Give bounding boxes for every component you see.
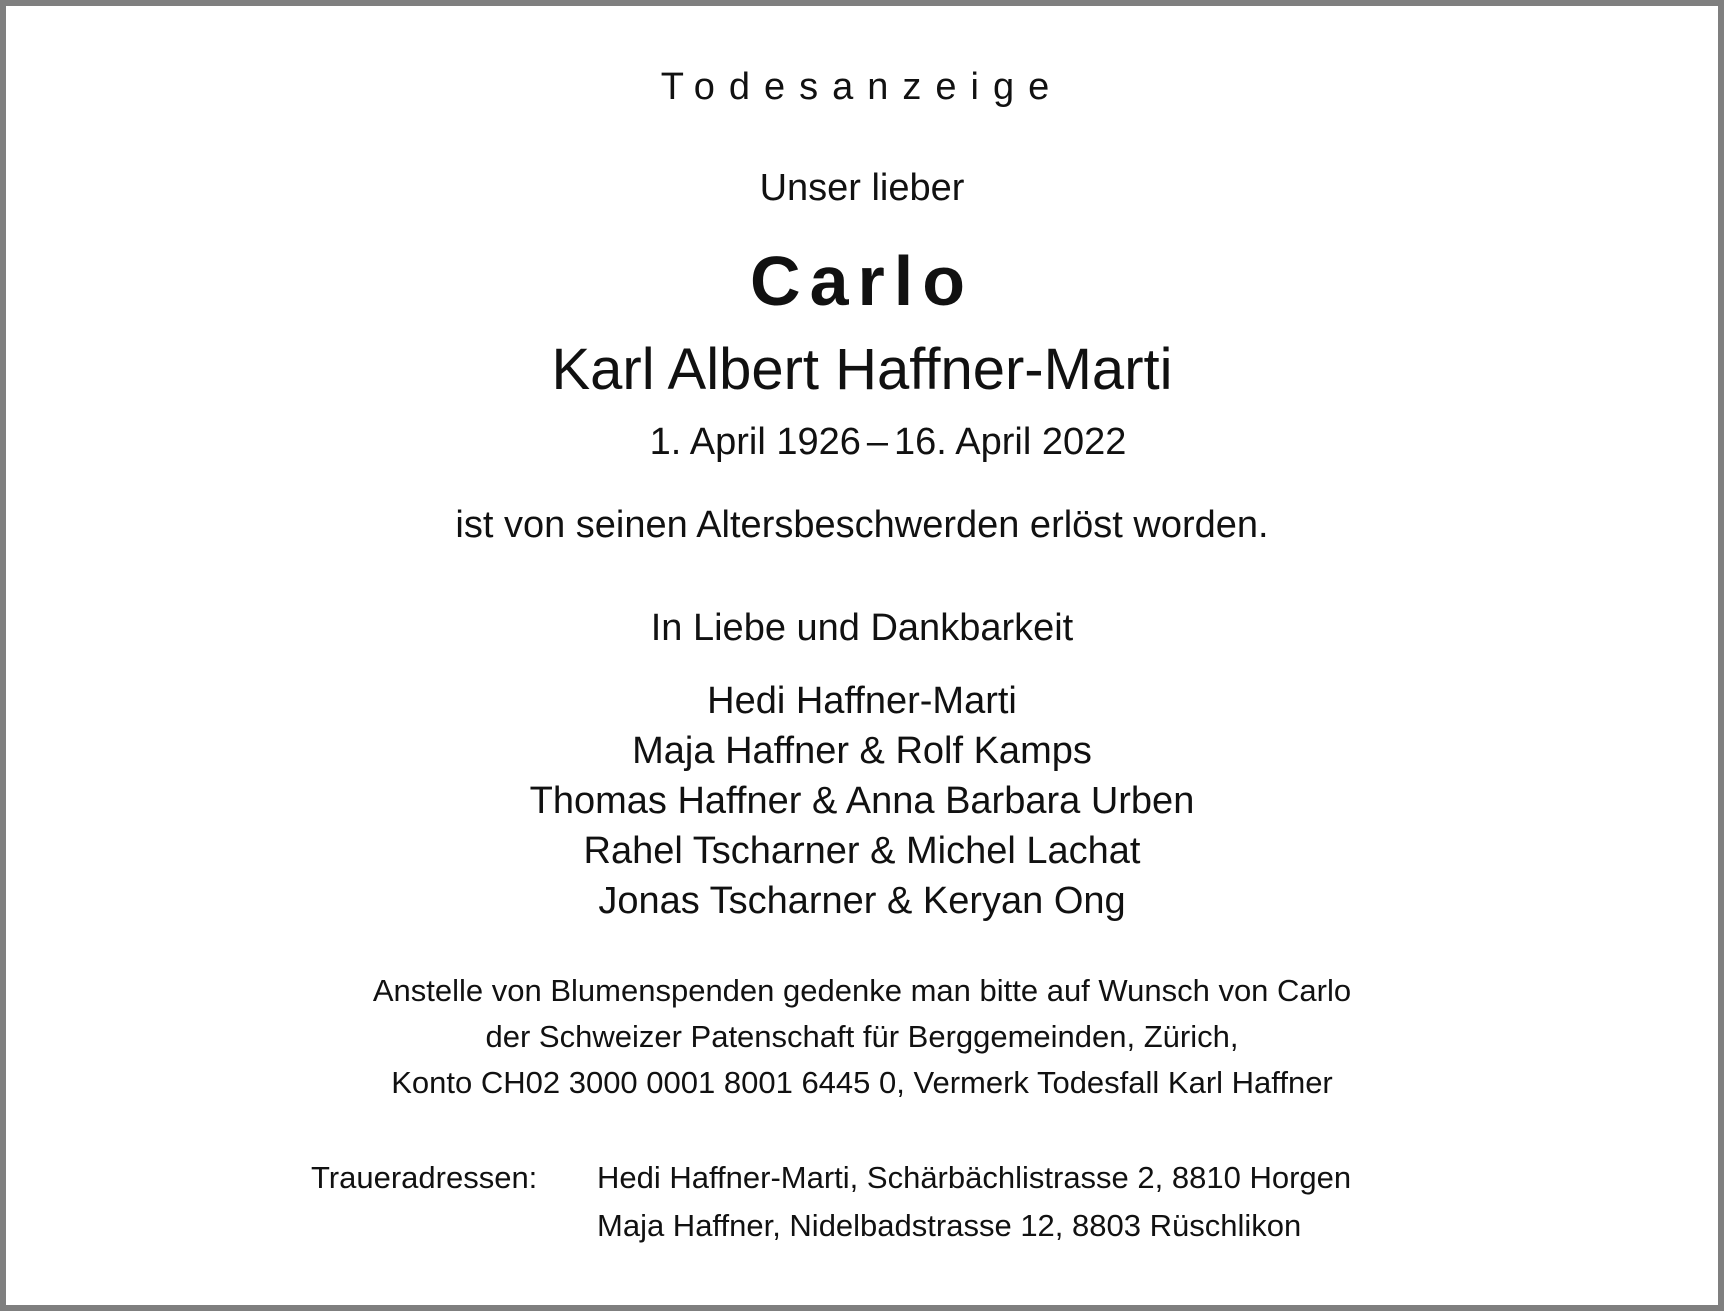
thanks-text: In Liebe und Dankbarkeit — [650, 607, 1074, 649]
intro-text: Unser lieber — [759, 167, 965, 209]
full-name: Karl Albert Haffner-Marti — [551, 337, 1173, 402]
statement-text: ist von seinen Altersbeschwerden erlöst worden. — [455, 504, 1269, 546]
mourners-list — [6, 676, 1718, 926]
addresses-label: Traueradressen: — [311, 1160, 538, 1195]
mourner-item: Thomas Haffner & Anna Barbara Urben — [529, 780, 1195, 822]
mourner-item: Jonas Tscharner & Keryan Ong — [598, 880, 1126, 922]
life-dates — [6, 423, 1718, 461]
address-list — [597, 1154, 1351, 1250]
address-entry: Maja Haffner, Nidelbadstrasse 12, 8803 Rüschlikon — [597, 1208, 1302, 1243]
death-date: 16. April 2022 — [894, 421, 1127, 463]
address-entry: Hedi Haffner-Marti, Schärbächlistrasse 2, 8810 Horgen — [597, 1160, 1352, 1195]
mourner-item: Rahel Tscharner & Michel Lachat — [583, 830, 1141, 872]
notice-title: Todesanzeige — [660, 66, 1064, 108]
date-dash: – — [866, 421, 888, 463]
mourner-item: Hedi Haffner-Marti — [707, 680, 1017, 722]
birth-date: 1. April 1926 — [649, 421, 861, 463]
mourner-item: Maja Haffner & Rolf Kamps — [632, 730, 1092, 772]
donation-line: der Schweizer Patenschaft für Berggemeinden, Zürich, — [485, 1019, 1239, 1054]
donation-line: Anstelle von Blumenspenden gedenke man bitte auf Wunsch von Carlo — [372, 973, 1352, 1008]
donation-line: Konto CH02 3000 0001 8001 6445 0, Vermerk Todesfall Karl Haffner — [391, 1065, 1333, 1100]
first-name: Carlo — [750, 242, 974, 320]
donation-note — [6, 968, 1718, 1106]
